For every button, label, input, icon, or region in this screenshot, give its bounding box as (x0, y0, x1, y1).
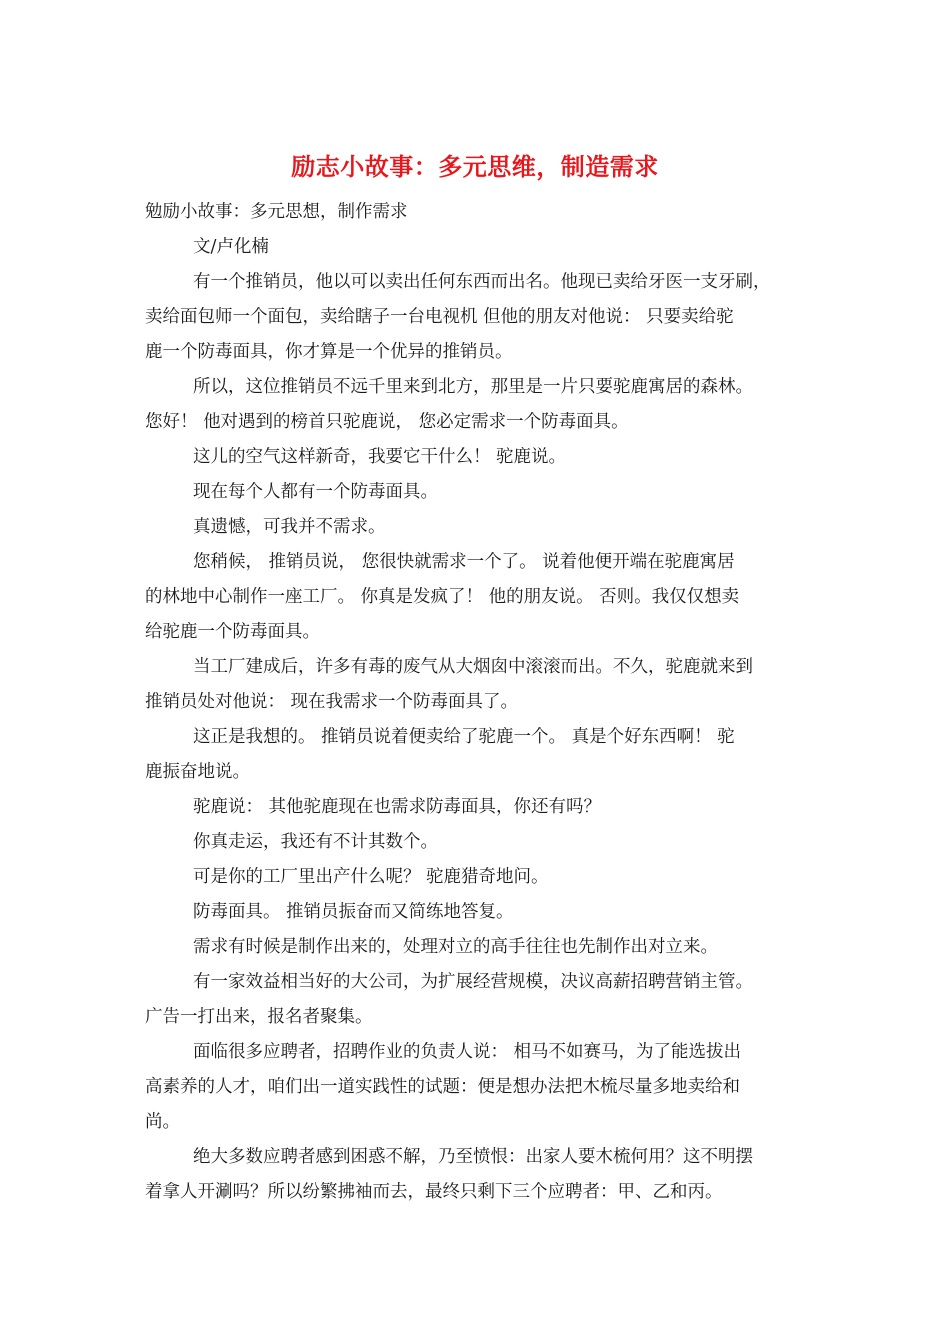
body-line: 当工厂建成后，许多有毒的废气从大烟囱中滚滚而出。不久，驼鹿就来到 (193, 657, 753, 677)
body-line: 真遗憾，可我并不需求。 (193, 517, 386, 537)
body-line: 现在每个人都有一个防毒面具。 (193, 482, 438, 502)
body-line: 尚。 (145, 1112, 180, 1132)
author-line: 文/卢化楠 (193, 237, 269, 257)
body-line: 广告一打出来，报名者聚集。 (145, 1007, 373, 1027)
body-line: 推销员处对他说： 现在我需求一个防毒面具了。 (145, 692, 519, 712)
body-line: 着拿人开涮吗？所以纷繁拂袖而去，最终只剩下三个应聘者：甲、乙和丙。 (145, 1182, 723, 1202)
document-body (145, 195, 810, 1210)
body-line: 给驼鹿一个防毒面具。 (145, 622, 320, 642)
body-line: 面临很多应聘者，招聘作业的负责人说： 相马不如赛马，为了能选拔出 (193, 1042, 742, 1062)
document-title: 励志小故事：多元思维，制造需求 (291, 152, 659, 181)
body-line: 可是你的工厂里出产什么呢？ 驼鹿猎奇地问。 (193, 867, 549, 887)
body-line: 鹿振奋地说。 (145, 762, 250, 782)
body-line: 有一个推销员，他以可以卖出任何东西而出名。他现已卖给牙医一支牙刷， (193, 272, 771, 292)
body-line: 这正是我想的。 推销员说着便卖给了驼鹿一个。 真是个好东西啊！ 驼 (193, 727, 735, 747)
body-line: 需求有时候是制作出来的，处理对立的高手往往也先制作出对立来。 (193, 937, 718, 957)
body-line: 您稍候， 推销员说， 您很快就需求一个了。 说着他便开端在驼鹿寓居 (193, 552, 735, 572)
body-line: 勉励小故事：多元思想，制作需求 (145, 202, 408, 222)
body-line: 绝大多数应聘者感到困惑不解，乃至愤恨：出家人要木梳何用？这不明摆 (193, 1147, 753, 1167)
body-line: 的林地中心制作一座工厂。 你真是发疯了！ 他的朋友说。 否则。我仅仅想卖 (145, 587, 740, 607)
body-line: 鹿一个防毒面具，你才算是一个优异的推销员。 (145, 342, 513, 362)
body-line: 您好！ 他对遇到的榜首只驼鹿说， 您必定需求一个防毒面具。 (145, 412, 629, 432)
body-line: 这儿的空气这样新奇，我要它干什么！ 驼鹿说。 (193, 447, 567, 467)
body-line: 所以，这位推销员不远千里来到北方，那里是一片只要驼鹿寓居的森林。 (193, 377, 753, 397)
body-line: 你真走运，我还有不计其数个。 (193, 832, 438, 852)
body-line: 卖给面包师一个面包，卖给瞎子一台电视机 但他的朋友对他说： 只要卖给驼 (145, 307, 734, 327)
body-line: 高素养的人才，咱们出一道实践性的试题：便是想办法把木梳尽量多地卖给和 (145, 1077, 740, 1097)
body-line: 防毒面具。 推销员振奋而又简练地答复。 (193, 902, 514, 922)
body-line: 驼鹿说： 其他驼鹿现在也需求防毒面具，你还有吗？ (193, 797, 602, 817)
body-line: 有一家效益相当好的大公司，为扩展经营规模，决议高薪招聘营销主管。 (193, 972, 753, 992)
